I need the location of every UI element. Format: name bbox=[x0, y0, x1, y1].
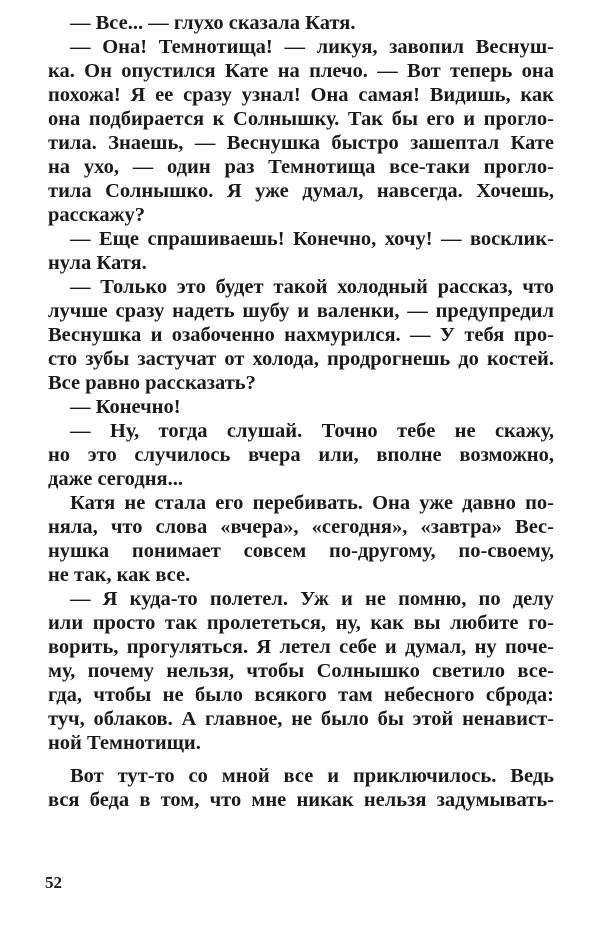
text-line: Катя не стала его перебивать. Она уже давно по- bbox=[70, 492, 554, 514]
text-line: гда, чтобы не было всякого там небесного сброда: bbox=[48, 684, 554, 706]
text-line: сто зубы застучат от холода, продрогнешь до костей. bbox=[48, 348, 554, 370]
text-line: или просто так пролететься, ну, как вы любите го- bbox=[48, 612, 554, 634]
text-line: ка. Он опустился Кате на плечо. — Вот теперь она bbox=[48, 60, 554, 82]
text-line: она подбирается к Солнышку. Так бы его и прогло- bbox=[48, 108, 554, 130]
text-line: му, почему нельзя, чтобы Солнышко светило все- bbox=[48, 660, 554, 682]
text-line: нула Катя. bbox=[48, 252, 147, 274]
text-line: — Она! Темнотища! — ликуя, завопил Веснуш- bbox=[70, 36, 554, 58]
text-line: не так, как все. bbox=[48, 564, 191, 586]
page-number: 52 bbox=[45, 873, 62, 892]
text-line: вся беда в том, что мне никак нельзя задумывать- bbox=[48, 789, 554, 811]
text-line: похожа! Я ее сразу узнал! Она самая! Видишь, как bbox=[48, 84, 554, 106]
text-line: няла, что слова «вчера», «сегодня», «завтра» Вес- bbox=[48, 516, 554, 538]
text-line: Веснушка и озабоченно нахмурился. — У тебя про- bbox=[48, 324, 554, 346]
text-line: лучше сразу надеть шубу и валенки, — предупредил bbox=[48, 300, 554, 322]
text-line: туч, облаков. А главное, не было бы этой ненавист- bbox=[48, 708, 554, 730]
text-line: расскажу? bbox=[48, 204, 145, 226]
text-line: — Ну, тогда слушай. Точно тебе не скажу, bbox=[70, 420, 554, 442]
text-line: нушка понимает совсем по-другому, по-своему, bbox=[48, 540, 554, 562]
text-line: тила. Знаешь, — Веснушка быстро зашептал Кате bbox=[48, 132, 554, 154]
text-line: но это случилось вчера или, вполне возможно, bbox=[48, 444, 554, 466]
text-line: на ухо, — один раз Темнотища все-таки прогло- bbox=[48, 156, 554, 178]
text-line: ворить, прогуляться. Я летел себе и думал, ну поче- bbox=[48, 636, 554, 658]
text-line: ной Темнотищи. bbox=[48, 732, 201, 754]
text-line: — Только это будет такой холодный рассказ, что bbox=[70, 276, 554, 298]
text-line: — Конечно! bbox=[70, 396, 181, 418]
text-line: Все равно рассказать? bbox=[48, 372, 256, 394]
text-line: тила Солнышко. Я уже думал, навсегда. Хочешь, bbox=[48, 180, 554, 202]
book-page-text bbox=[48, 11, 554, 812]
text-line: — Еще спрашиваешь! Конечно, хочу! — восклик- bbox=[70, 228, 554, 250]
text-line: даже сегодня... bbox=[48, 468, 183, 490]
text-line: — Я куда-то полетел. Уж и не помню, по делу bbox=[70, 588, 554, 610]
text-line: Вот тут-то со мной все и приключилось. Ведь bbox=[70, 765, 554, 787]
text-line: — Все... — глухо сказала Катя. bbox=[70, 12, 356, 34]
